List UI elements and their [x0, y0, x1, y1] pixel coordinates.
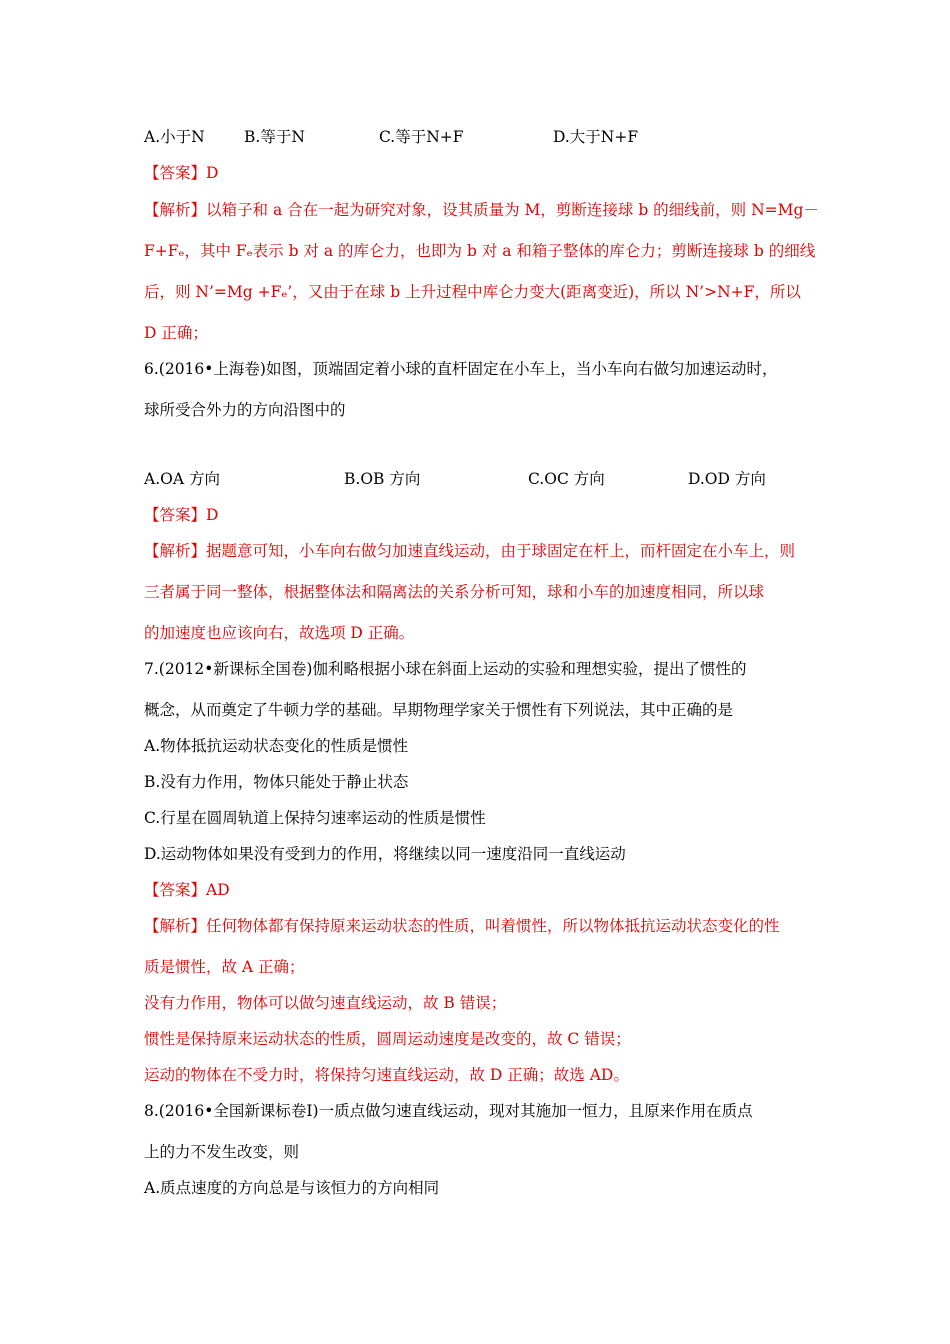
q5-analysis-line-2: F+Fₑ，其中 Fₑ表示 b 对 a 的库仑力，也即为 b 对 a 和箱子整体的库仑力；剪断连接球 b 的细线: [144, 242, 816, 260]
q7-option-a: A.物体抵抗运动状态变化的性质是惯性: [144, 737, 409, 755]
answer-tag: 【答案】: [144, 506, 207, 524]
q7-stem-line-1: 7.(2012•新课标全国卷)伽利略根据小球在斜面上运动的实验和理想实验，提出了惯性的: [144, 660, 747, 678]
q6-option-a: A.OA 方向: [144, 470, 220, 488]
q7-stem-line-2: 概念，从而奠定了牛顿力学的基础。早期物理学家关于惯性有下列说法，其中正确的是: [144, 701, 734, 719]
q5-analysis-line-1: [144, 200, 819, 220]
analysis-text: 任何物体都有保持原来运动状态的性质，叫着惯性，所以物体抵抗运动状态变化的性: [206, 917, 780, 935]
q7-analysis-line-4: 惯性是保持原来运动状态的性质，圆周运动速度是改变的，故 C 错误；: [144, 1030, 631, 1048]
q5-option-d: D.大于N+F: [553, 128, 639, 146]
analysis-text: 据题意可知，小车向右做匀加速直线运动，由于球固定在杆上，而杆固定在小车上，则: [206, 542, 796, 560]
q6-option-b: B.OB 方向: [344, 470, 421, 488]
q6-analysis-line-2: 三者属于同一整体，根据整体法和隔离法的关系分析可知，球和小车的加速度相同，所以球: [144, 583, 765, 601]
q7-analysis-line-3: 没有力作用，物体可以做匀速直线运动，故 B 错误；: [144, 994, 507, 1012]
q7-option-c: C.行星在圆周轨道上保持匀速率运动的性质是惯性: [144, 809, 486, 827]
q7-answer: [144, 880, 230, 900]
q5-option-b: B.等于N: [244, 128, 305, 146]
q8-option-a: A.质点速度的方向总是与该恒力的方向相同: [144, 1179, 440, 1197]
q6-analysis-line-1: [144, 541, 795, 561]
q5-option-c: C.等于N+F: [379, 128, 464, 146]
q6-stem-line-1: 6.(2016•上海卷)如图，顶端固定着小球的直杆固定在小车上，当小车向右做匀加速运动时，: [144, 360, 778, 378]
answer-tag: 【答案】: [144, 164, 207, 182]
q8-stem-line-2: 上的力不发生改变，则: [144, 1143, 300, 1161]
q7-option-b: B.没有力作用，物体只能处于静止状态: [144, 773, 409, 791]
q5-answer: [144, 163, 218, 183]
q6-stem-line-2: 球所受合外力的方向沿图中的: [144, 401, 346, 419]
answer-value: D: [206, 506, 219, 524]
q5-analysis-line-4: D 正确；: [144, 324, 208, 342]
q6-option-d: D.OD 方向: [688, 470, 766, 488]
analysis-tag: 【解析】: [144, 917, 207, 935]
q6-answer: [144, 505, 218, 525]
answer-tag: 【答案】: [144, 881, 207, 899]
q7-analysis-line-1: [144, 916, 780, 936]
q5-option-a: A.小于N: [144, 128, 205, 146]
analysis-text: 以箱子和 a 合在一起为研究对象，设其质量为 M，剪断连接球 b 的细线前，则 N=Mg－: [206, 201, 819, 219]
q7-option-d: D.运动物体如果没有受到力的作用，将继续以同一速度沿同一直线运动: [144, 845, 626, 863]
answer-value: D: [206, 164, 219, 182]
q6-analysis-line-3: 的加速度也应该向右，故选项 D 正确。: [144, 624, 415, 642]
analysis-tag: 【解析】: [144, 542, 207, 560]
q5-analysis-line-3: 后，则 N’=Mg +Fₑ’，又由于在球 b 上升过程中库仑力变大(距离变近)，所以 N’>N+F，所以: [144, 283, 801, 301]
q8-stem-line-1: 8.(2016•全国新课标卷Ⅰ)一质点做匀速直线运动，现对其施加一恒力，且原来作用在质点: [144, 1102, 753, 1120]
q6-option-c: C.OC 方向: [528, 470, 605, 488]
analysis-tag: 【解析】: [144, 201, 207, 219]
q7-analysis-line-5: 运动的物体在不受力时，将保持匀速直线运动，故 D 正确；故选 AD。: [144, 1066, 629, 1084]
answer-value: AD: [206, 881, 230, 899]
q7-analysis-line-2: 质是惯性，故 A 正确；: [144, 958, 305, 976]
